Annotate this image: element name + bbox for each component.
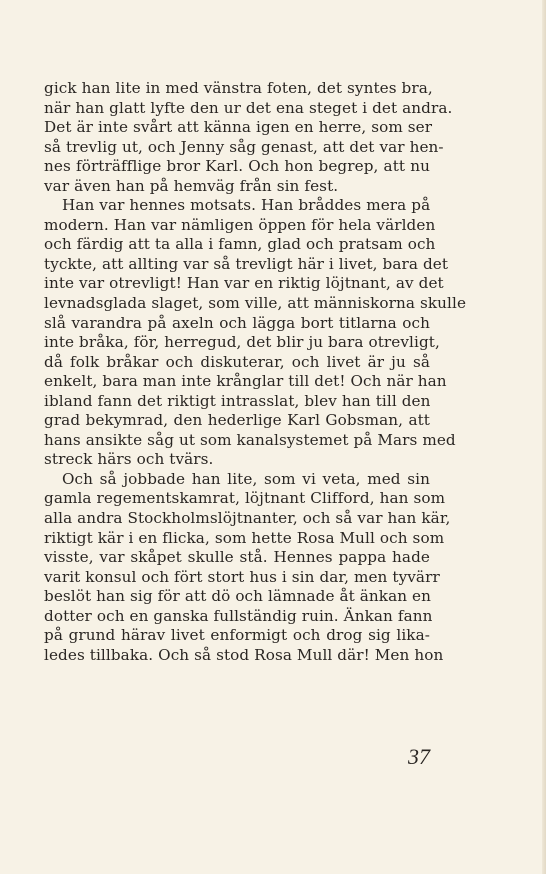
text-line: på grund härav livet enformigt och drog sig lika- <box>44 626 430 645</box>
text-line: tyckte, att allting var så trevligt här i livet, bara det <box>44 254 449 273</box>
text-line: gick han lite in med vänstra foten, det syntes bra, <box>44 79 433 97</box>
text-line: levnadsglada slaget, som ville, att människorna skulle <box>44 294 467 313</box>
text-line: så trevlig ut, och Jenny såg genast, att det var hen- <box>44 137 444 156</box>
text-line: nes förträfflige bror Karl. Och hon begrep, att nu <box>44 157 430 176</box>
text-line: beslöt han sig för att dö och lämnade åt änkan en <box>44 587 432 606</box>
text-line: dotter och en ganska fullständig ruin. Änkan fann <box>44 606 433 625</box>
text-line: var även han på hemväg från sin fest. <box>44 176 339 195</box>
text-line: streck härs och tvärs. <box>44 450 214 469</box>
text-line: när han glatt lyfte den ur det ena steget i det andra. <box>44 98 453 117</box>
page-number: 37 <box>408 744 430 769</box>
text-line: gamla regementskamrat, löjtnant Clifford, han som <box>44 489 446 508</box>
text-line: hans ansikte såg ut som kanalsystemet på Mars med <box>44 430 456 449</box>
text-line: inte var otrevligt! Han var en riktig löjtnant, av det <box>44 274 444 293</box>
text-line: alla andra Stockholmslöjtnanter, och så var han kär, <box>44 509 451 528</box>
text-line: visste, var skåpet skulle stå. Hennes pappa hade <box>44 548 430 567</box>
page-edge <box>542 0 546 874</box>
text-line: ibland fann det riktigt intrasslat, blev han till den <box>44 391 431 410</box>
text-line: ledes tillbaka. Och så stod Rosa Mull där! Men hon <box>44 645 444 664</box>
text-line: grad bekymrad, den hederlige Karl Gobsman, att <box>44 411 430 430</box>
text-line: Det är inte svårt att känna igen en herre, som ser <box>44 118 433 137</box>
text-line: varit konsul och fört stort hus i sin dar, men tyvärr <box>44 567 440 586</box>
text-line: slå varandra på axeln och lägga bort titlarna och <box>44 313 430 332</box>
text-line: Och så jobbade han lite, som vi veta, med sin <box>62 469 430 488</box>
text-line: Han var hennes motsats. Han bråddes mera på <box>62 196 431 215</box>
text-line: inte bråka, för, herregud, det blir ju bara otrevligt, <box>44 333 440 352</box>
text-line: riktigt kär i en flicka, som hette Rosa Mull och som <box>44 528 445 547</box>
text-line: då folk bråkar och diskuterar, och livet är ju så <box>44 352 430 371</box>
text-line: modern. Han var nämligen öppen för hela världen <box>44 215 436 234</box>
text-line: enkelt, bara man inte krånglar till det! Och när han <box>44 372 447 391</box>
text-line: och färdig att ta alla i famn, glad och pratsam och <box>44 235 436 254</box>
body-text <box>44 79 467 665</box>
